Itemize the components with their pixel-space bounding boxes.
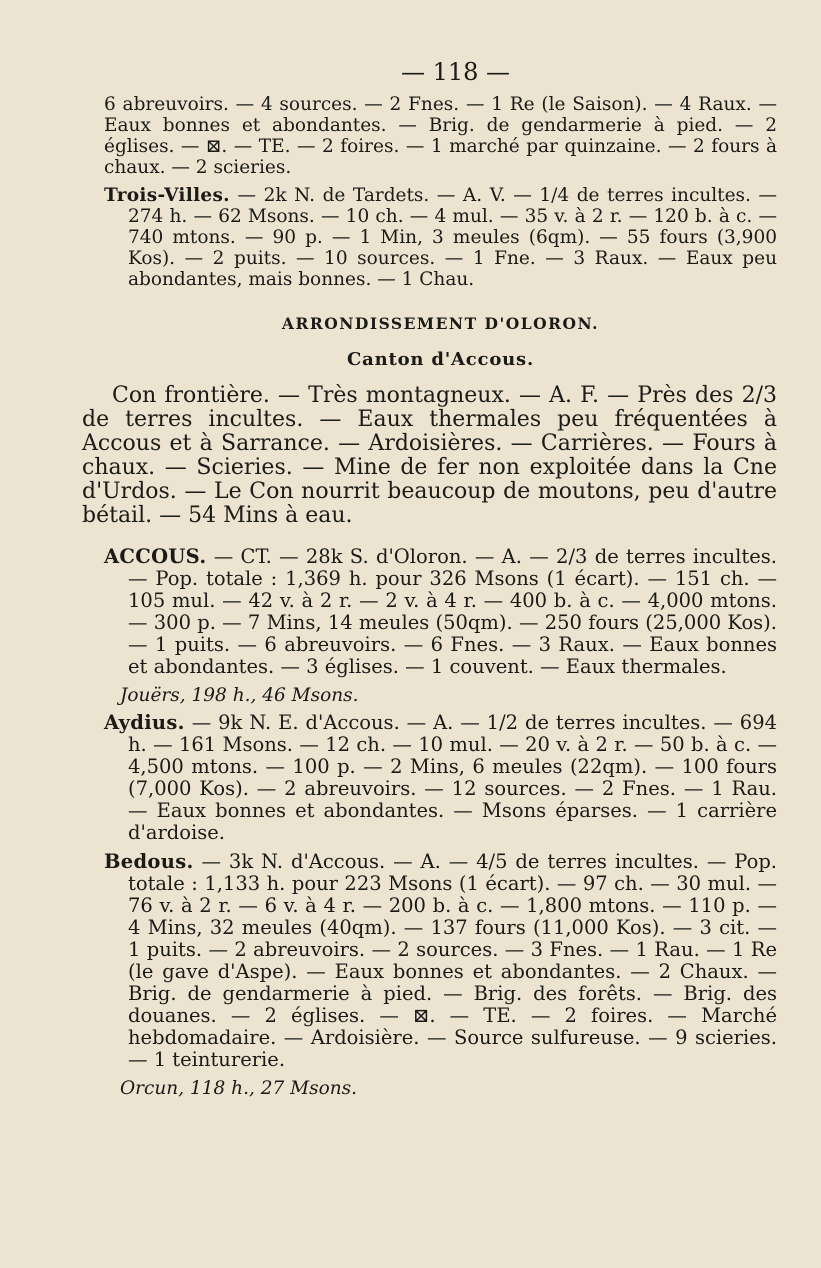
entry-trois-villes <box>104 185 777 290</box>
entry-text: — CT. — 28k S. d'Oloron. — A. — 2/3 de terres incultes. — Pop. totale : 1,369 h. pour 326 Msons (1 écart). — 151 ch. — 105 mul. — 42 v. à 2 r. — 2 v. à 4 r. — 400 b. à c. — 4,000 mtons. — 300 p. — 7 Mins, 14 meules (50qm). — 250 fours (25,000 Kos). — 1 puits. — 6 abreuvoirs. — 6 Fnes. — 3 Raux. — Eaux bonnes et abondantes. — 3 églises. — 1 couvent. — Eaux thermales. <box>128 545 777 678</box>
canton-intro: Con frontière. — Très montagneux. — A. F. — Près des 2/3 de terres incultes. — Eaux thermales peu fréquentées à Accous et à Sarrance. — Ardoisières. — Carrières. — Fours à chaux. — Scieries. — Mine de fer non exploitée dans la Cne d'Urdos. — Le Con nourrit beaucoup de moutons, peu d'autre bétail. — 54 Mins à eau. <box>82 383 777 528</box>
hamlet-orcun: Orcun, 118 h., 27 Msons. <box>120 1078 357 1099</box>
entry-text: — 9k N. E. d'Accous. — A. — 1/2 de terres incultes. — 694 h. — 161 Msons. — 12 ch. — 10 mul. — 20 v. à 2 r. — 50 b. à c. — 4,500 mtons. — 100 p. — 2 Mins, 6 meules (22qm). — 100 fours (7,000 Kos). — 2 abreuvoirs. — 12 sources. — 2 Fnes. — 1 Rau. — Eaux bonnes et abondantes. — Msons éparses. — 1 carrière d'ardoise. <box>128 711 778 844</box>
canton-heading: Canton d'Accous. <box>346 349 535 370</box>
entry-aydius <box>104 712 777 844</box>
entry-text: — 2k N. de Tardets. — A. V. — 1/4 de terres incultes. — 274 h. — 62 Msons. — 10 ch. — 4 mul. — 35 v. à 2 r. — 120 b. à c. — 740 mtons. — 90 p. — 1 Min, 3 meules (6qm). — 55 fours (3,900 Kos). — 2 puits. — 10 sources. — 1 Fne. — 3 Raux. — Eaux peu abondantes, mais bonnes. — 1 Chau. <box>128 185 777 290</box>
entry-bedous <box>104 851 777 1071</box>
hamlet-jouers: Jouërs, 198 h., 46 Msons. <box>120 685 359 706</box>
entry-name: Aydius. <box>104 711 185 734</box>
entry-accous <box>104 546 777 678</box>
entry-name: Bedous. <box>104 850 194 873</box>
continuation-paragraph: 6 abreuvoirs. — 4 sources. — 2 Fnes. — 1 Re (le Saison). — 4 Raux. — Eaux bonnes et abondantes. — Brig. de gendarmerie à pied. — 2 églises. — ⊠. — TE. — 2 foires. — 1 marché par quinzaine. — 2 fours à chaux. — 2 scieries. <box>104 94 777 178</box>
arrondissement-heading: ARRONDISSEMENT D'OLORON. <box>281 314 600 333</box>
entry-text: — 3k N. d'Accous. — A. — 4/5 de terres incultes. — Pop. totale : 1,133 h. pour 223 Msons (1 écart). — 97 ch. — 30 mul. — 76 v. à 2 r. — 6 v. à 4 r. — 200 b. à c. — 1,800 mtons. — 110 p. — 4 Mins, 32 meules (40qm). — 137 fours (11,000 Kos). — 3 cit. — 1 puits. — 2 abreuvoirs. — 2 sources. — 3 Fnes. — 1 Rau. — 1 Re (le gave d'Aspe). — Eaux bonnes et abondantes. — 2 Chaux. — Brig. de gendarmerie à pied. — Brig. des forêts. — Brig. des douanes. — 2 églises. — ⊠. — TE. — 2 foires. — Marché hebdomadaire. — Ardoisière. — Source sulfureuse. — 9 scieries. — 1 teinturerie. <box>128 850 777 1071</box>
entry-name: Trois-Villes. <box>104 185 230 206</box>
entry-name: ACCOUS. <box>104 545 207 568</box>
page-number: — 118 — <box>400 58 511 86</box>
